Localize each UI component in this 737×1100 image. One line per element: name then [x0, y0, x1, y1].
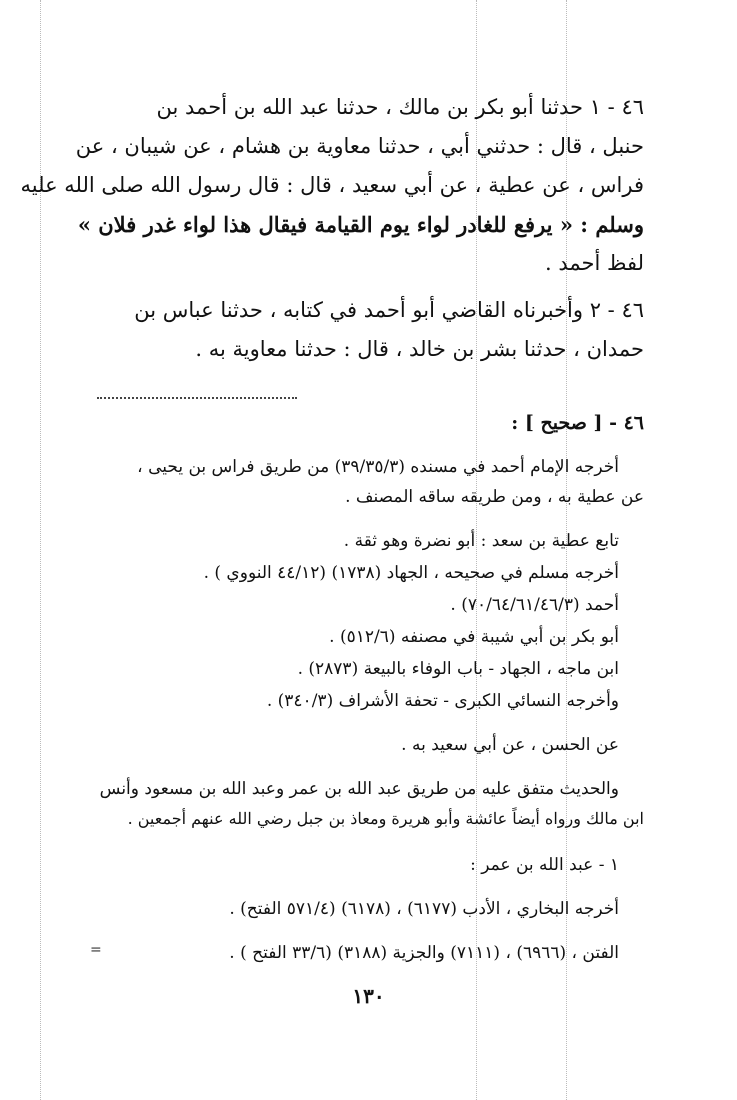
- note-line: وأخرجه النسائي الكبرى - تحفة الأشراف (٣٤٠/٣) .: [266, 691, 619, 711]
- scan-guide-line: [40, 0, 41, 1100]
- note-line: أخرجه البخاري ، الأدب (٦١٧٧) ، (٦١٧٨) (٥٧١/٤ الفتح) .: [229, 899, 619, 919]
- margin-mark: =: [90, 942, 102, 958]
- hadith-line: حنبل ، قال : حدثني أبي ، حدثنا معاوية بن هشام ، عن شيبان ، عن: [75, 134, 644, 158]
- note-line: تابع عطية بن سعد : أبو نضرة وهو ثقة .: [343, 531, 619, 551]
- hadith-line: لفظ أحمد .: [545, 251, 644, 275]
- note-line: عن الحسن ، عن أبي سعيد به .: [401, 735, 619, 755]
- note-line: أبو بكر بن أبي شيبة في مصنفه (٥١٢/٦) .: [329, 627, 619, 647]
- hadith-paragraph-2: [84, 291, 644, 369]
- note-line: عن عطية به ، ومن طريقه ساقه المصنف .: [345, 487, 644, 507]
- note-line: ابن ماجه ، الجهاد - باب الوفاء بالبيعة (٢٨٧٣) .: [297, 659, 619, 679]
- note-line: والحديث متفق عليه من طريق عبد الله بن عمر وعبد الله بن مسعود وأنس: [99, 779, 619, 799]
- page-number: ١٣٠: [352, 984, 385, 1008]
- note-line: أحمد (٧٠/٦٤/٦١/٤٦/٣) .: [450, 595, 619, 615]
- note-line: أخرجه الإمام أحمد في مسنده (٣٩/٣٥/٣) من طريق فراس بن يحيى ،: [137, 457, 619, 477]
- note-line: أخرجه مسلم في صحيحه ، الجهاد (١٧٣٨) (٤٤/١٢ النووي ) .: [203, 563, 619, 583]
- hadith-line: ٤٦ - ١ حدثنا أبو بكر بن مالك ، حدثنا عبد الله بن أحمد بن: [156, 95, 644, 119]
- hadith-line: فراس ، عن عطية ، عن أبي سعيد ، قال : قال رسول الله صلى الله عليه: [20, 173, 644, 197]
- note-line: ابن مالك ورواه أيضاً عائشة وأبو هريرة ومعاذ بن جبل رضي الله عنهم أجمعين .: [127, 809, 644, 828]
- hadith-matn-line: وسلم : « يرفع للغادر لواء يوم القيامة فيقال هذا لواء غدر فلان »: [77, 212, 644, 237]
- hadith-paragraph-1: [20, 88, 644, 283]
- note-line: ١ - عبد الله بن عمر :: [470, 855, 619, 875]
- hadith-line: حمدان ، حدثنا بشر بن خالد ، قال : حدثنا معاوية به .: [195, 337, 644, 361]
- notes-heading: ٤٦ - [ صحيح ] :: [511, 412, 644, 434]
- note-line: الفتن ، (٦٩٦٦) ، (٧١١١) والجزية (٣١٨٨) (٣٣/٦ الفتح ) .: [229, 943, 619, 963]
- footnote-separator: [97, 397, 297, 399]
- hadith-line: ٤٦ - ٢ وأخبرناه القاضي أبو أحمد في كتابه ، حدثنا عباس بن: [134, 298, 644, 322]
